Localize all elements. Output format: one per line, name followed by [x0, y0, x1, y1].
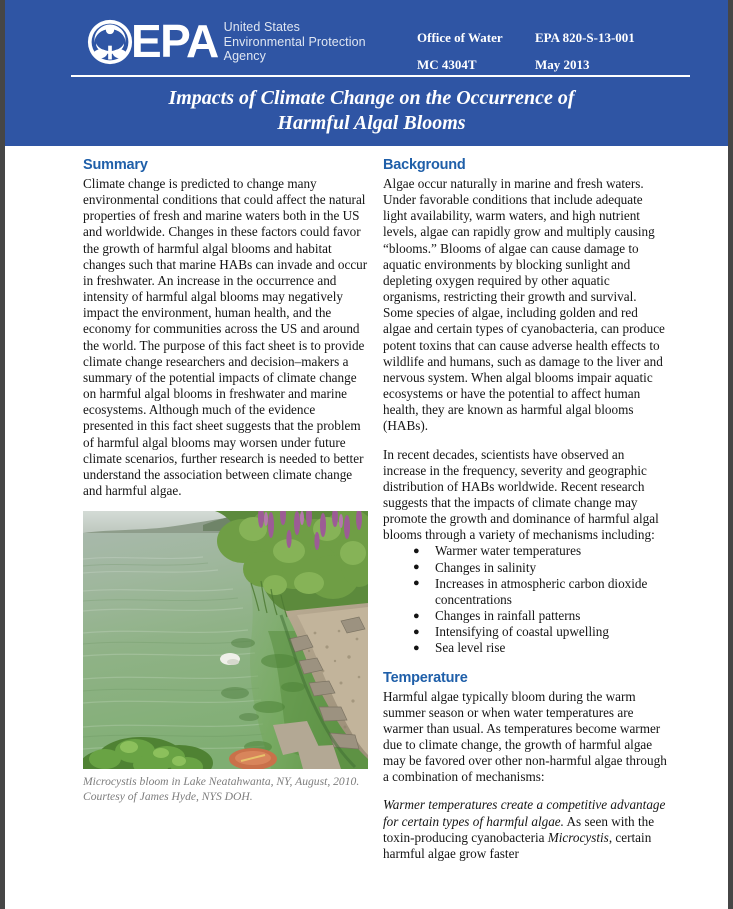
bullet-icon: ●: [413, 625, 420, 638]
background-heading: Background: [383, 157, 466, 173]
header-divider: [71, 75, 690, 77]
office-label: Office of Water: [417, 30, 503, 45]
bullet-icon: ●: [413, 641, 420, 654]
document-body: [5, 156, 728, 909]
epa-wordmark: EPA: [131, 15, 218, 67]
list-item: [413, 576, 668, 608]
agency-name-line2: Environmental Protection: [223, 34, 366, 49]
species-name-microcystis: Microcystis: [547, 829, 609, 845]
masthead: [87, 16, 690, 76]
document-number: EPA 820-S-13-001: [535, 30, 635, 45]
background-paragraph-1: Algae occur naturally in marine and fresh waters. Under favorable conditions that include adequate light availability, warm waters, and high nutrient levels, algae can rapidly grow and multiply causing “blooms.” Blooms of algae can cause damage to aquatic environments by blocking sunlight and depleting oxygen required by other aquatic organisms, restricting their growth and survival. Some species of algae, including golden and red algae and certain types of cyanobacteria, can produce potent toxins that can cause adverse health effects to wildlife and humans, such as damage to the liver and nervous system. When algal blooms impair aquatic ecosystems or have the potential to affect human health, they are known as harmful algal blooms (HABs).: [383, 176, 665, 434]
bullet-icon: ●: [413, 577, 420, 590]
publication-date: May 2013: [535, 57, 590, 72]
summary-paragraph: Climate change is predicted to change many environmental conditions that could affect the natural properties of fresh and marine waters both in the US and worldwide. Changes in these factors could favor the growth of harmful algal blooms and habitat changes such that marine HABs can invade and occur in freshwater. An increase in the occurrence and intensity of harmful algal blooms may negatively impact the environment, human health, and the economy for communities across the US and around the world. The purpose of this fact sheet is to provide climate change researchers and decision–makers a summary of the potential impacts of climate change on harmful algal blooms in freshwater and marine ecosystems. Although much of the evidence presented in this fact sheet suggests that the problem of harmful algal blooms may worsen under future climate scenarios, further research is needed to better understand the association between climate change and harmful algae.: [83, 176, 368, 498]
page-title-line1: Impacts of Climate Change on the Occurrence of: [168, 87, 575, 109]
temperature-heading: Temperature: [383, 669, 468, 686]
list-item-label: Increases in atmospheric carbon dioxide concentrations: [435, 575, 648, 607]
list-item: [413, 543, 668, 559]
epa-logo: [87, 16, 366, 66]
list-item: [413, 624, 668, 640]
agency-name-line3: Agency: [223, 49, 266, 63]
temperature-text-part2: , certain harmful algae grow faster: [383, 829, 652, 861]
page-title-line2: Harmful Algal Blooms: [277, 112, 466, 134]
figure-algal-bloom: [83, 511, 368, 804]
mail-code: MC 4304T: [417, 57, 477, 72]
left-column: [83, 156, 368, 804]
list-item-label: Intensifying of coastal upwelling: [435, 624, 609, 640]
temperature-paragraph-2: [383, 797, 668, 862]
list-item: [413, 560, 668, 576]
algal-bloom-photo: [83, 511, 368, 769]
page-title: [65, 86, 678, 136]
bullet-icon: ●: [413, 544, 420, 557]
header-band: [5, 0, 728, 146]
mechanisms-list: [383, 543, 668, 656]
temperature-italic-lead: Warmer temperatures create a competitive advantage for certain types of harmful algae.: [383, 797, 666, 829]
list-item-label: Changes in salinity: [435, 559, 537, 575]
list-item: [413, 608, 668, 624]
right-column: [383, 156, 668, 874]
summary-heading: Summary: [83, 157, 148, 173]
temperature-text-part1: As seen with the toxin-producing cyanobacteria: [383, 813, 655, 845]
list-item-label: Sea level rise: [435, 640, 506, 656]
agency-name: [224, 20, 366, 64]
bullet-icon: ●: [413, 609, 420, 622]
bullet-icon: ●: [413, 561, 420, 574]
figure-caption: Microcystis bloom in Lake Neatahwanta, NY, August, 2010. Courtesy of James Hyde, NYS DOH.: [83, 775, 360, 803]
epa-seal-icon: [87, 19, 133, 65]
list-item: [413, 640, 668, 656]
list-item-label: Warmer water temperatures: [435, 543, 582, 559]
agency-name-line1: United States: [223, 20, 301, 34]
metadata-row: [417, 30, 707, 46]
metadata-row: [417, 57, 707, 73]
background-paragraph-2: In recent decades, scientists have observed an increase in the frequency, severity and geographic distribution of HABs worldwide. Recent research suggests that the impacts of climate change may promote the growth and dominance of harmful algal blooms through a variety of mechanisms including:: [383, 446, 659, 543]
list-item-label: Changes in rainfall patterns: [435, 608, 581, 624]
temperature-paragraph-1: Harmful algae typically bloom during the warm summer season or when water temperatures are warmer than usual. As temperatures become warmer due to climate change, the growth of harmful algae may be favored over other non-harmful algae through a combination of mechanisms:: [383, 688, 667, 785]
